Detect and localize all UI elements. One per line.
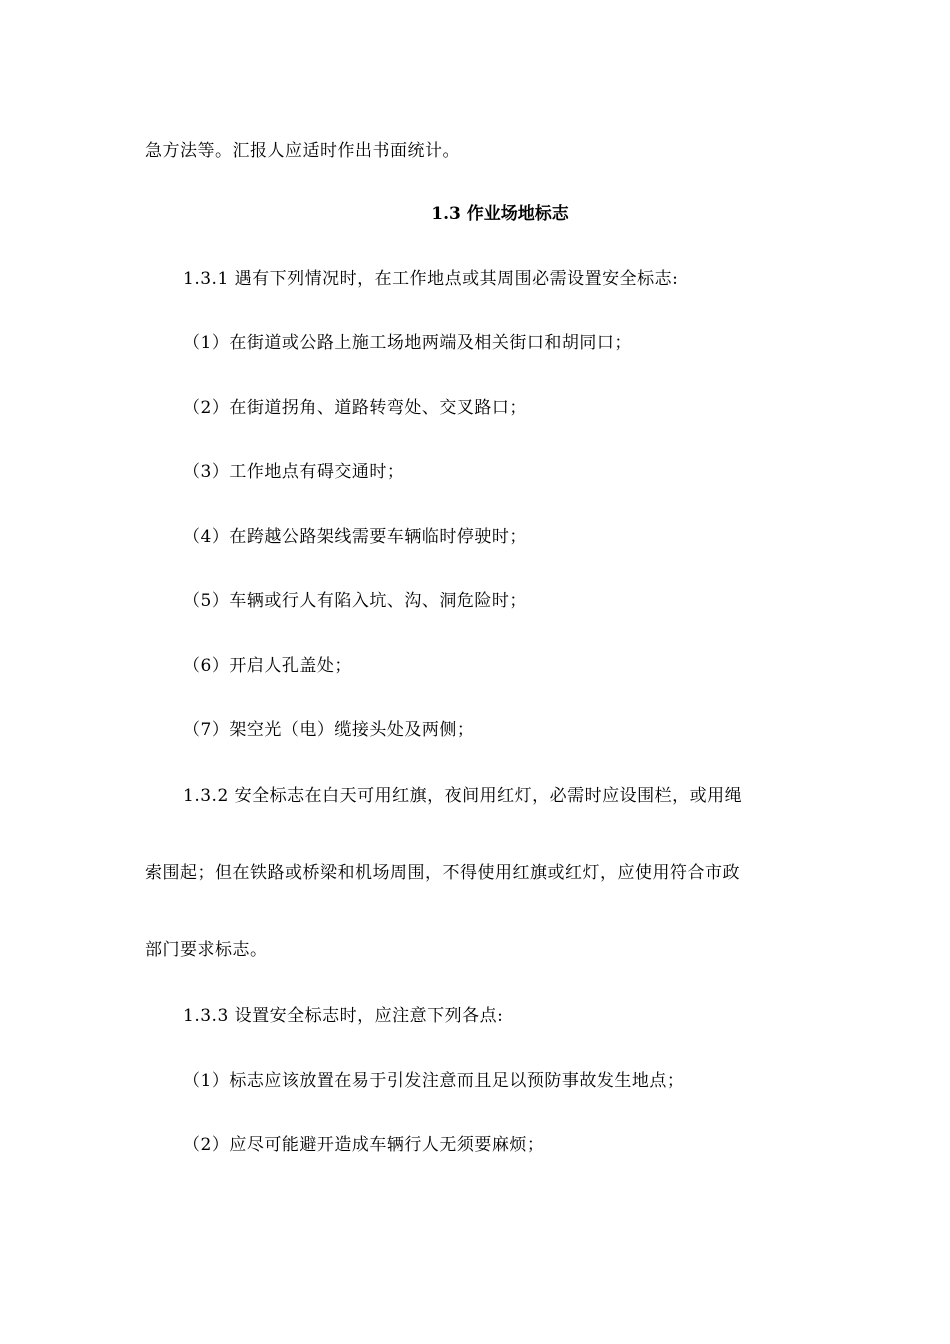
list-item: （2）在街道拐角、道路转弯处、交叉路口； [183, 398, 527, 418]
list-item: （7）架空光（电）缆接头处及两侧； [183, 720, 475, 740]
list-item: （1）标志应该放置在易于引发注意而且足以预防事故发生地点； [183, 1071, 685, 1091]
list-item: （1）在街道或公路上施工场地两端及相关街口和胡同口； [183, 333, 632, 353]
paragraph-1-3-3: 1.3.3 设置安全标志时，应注意下列各点: [183, 1006, 504, 1026]
paragraph-1-3-1: 1.3.1 遇有下列情况时，在工作地点或其周围必需设置安全标志: [183, 269, 679, 289]
list-item: （3）工作地点有碍交通时； [183, 462, 405, 482]
list-item: （2）应尽可能避开造成车辆行人无须要麻烦； [183, 1135, 545, 1155]
continuation-text: 急方法等。汇报人应适时作出书面统计。 [145, 141, 460, 161]
paragraph-1-3-2-line: 1.3.2 安全标志在白天可用红旗，夜间用红灯，必需时应设围栏，或用绳 [183, 786, 743, 806]
list-item: （4）在跨越公路架线需要车辆临时停驶时； [183, 527, 527, 547]
list-item: （6）开启人孔盖处； [183, 656, 352, 676]
section-heading: 1.3 作业场地标志 [431, 204, 569, 224]
paragraph-1-3-2-line: 部门要求标志。 [145, 940, 268, 960]
paragraph-1-3-2-line: 索围起；但在铁路或桥梁和机场周围，不得使用红旗或红灯，应使用符合市政 [145, 863, 740, 883]
list-item: （5）车辆或行人有陷入坑、沟、洞危险时； [183, 591, 527, 611]
